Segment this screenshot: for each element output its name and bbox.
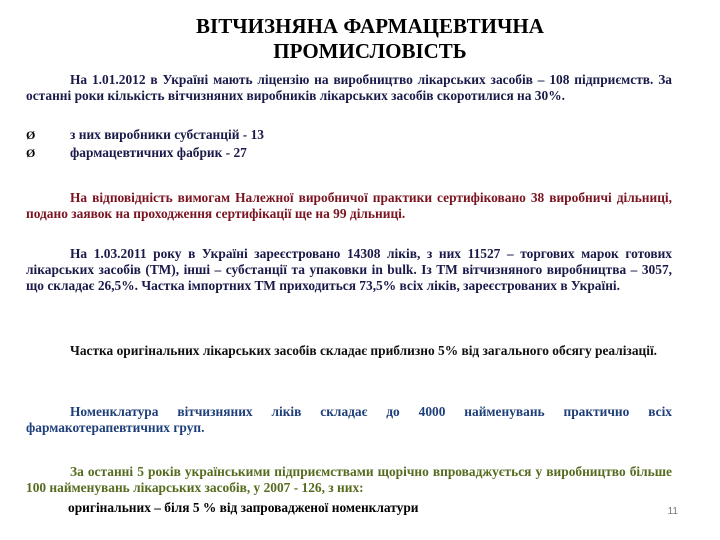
paragraph-new-products: За останні 5 років українськими підприємствами щорічно впроваджується у виробництво більше 100 найменувань лікарських засобів, у 2007 - 126, з них:: [26, 464, 672, 495]
page-number: 11: [667, 506, 678, 517]
paragraph-gmp: На відповідність вимогам Належної виробничої практики сертифіковано 38 виробничі дільниці, подано заявок на проходження сертифікації ще на 99 дільниці.: [26, 190, 672, 221]
list-item: [26, 126, 672, 144]
list-item: [26, 144, 672, 162]
arrow-bullet-icon: Ø: [26, 146, 36, 160]
paragraph-registration: На 1.03.2011 року в Україні зареєстровано 14308 ліків, з них 11527 – торгових марок готових лікарських засобів (ТМ), інші – субстанції та упаковки in bulk. Із ТМ вітчизняного виробництва – 3057, що складає 26,5%. Частка імпортних ТМ приходиться 73,5% всіх ліків, зареєстрованих в Україні.: [26, 246, 672, 293]
paragraph-new-products-continuation: оригінальних – біля 5 % від запровадженої номенклатури: [68, 500, 419, 515]
paragraph-licenses: На 1.01.2012 в Україні мають ліцензію на виробництво лікарських засобів – 108 підприємств. За останні роки кількість вітчизняних виробників лікарських засобів скоротилися на 30%.: [26, 72, 672, 103]
title-line-1: ВІТЧИЗНЯНА ФАРМАЦЕВТИЧНА: [196, 14, 544, 38]
bullet-list: [26, 126, 672, 162]
paragraph-original-share: Частка оригінальних лікарських засобів складає приблизно 5% від загального обсягу реалізації.: [70, 343, 658, 358]
bullet-text: фармацевтичних фабрик - 27: [70, 145, 247, 160]
bullet-text: з них виробники субстанцій - 13: [70, 127, 264, 142]
arrow-bullet-icon: Ø: [26, 128, 36, 142]
paragraph-nomenclature: Номенклатура вітчизняних ліків складає до 4000 найменувань практично всіх фармакотерапевтичних груп.: [26, 404, 672, 435]
page-title: [120, 14, 620, 64]
title-line-2: ПРОМИСЛОВІСТЬ: [273, 39, 467, 63]
